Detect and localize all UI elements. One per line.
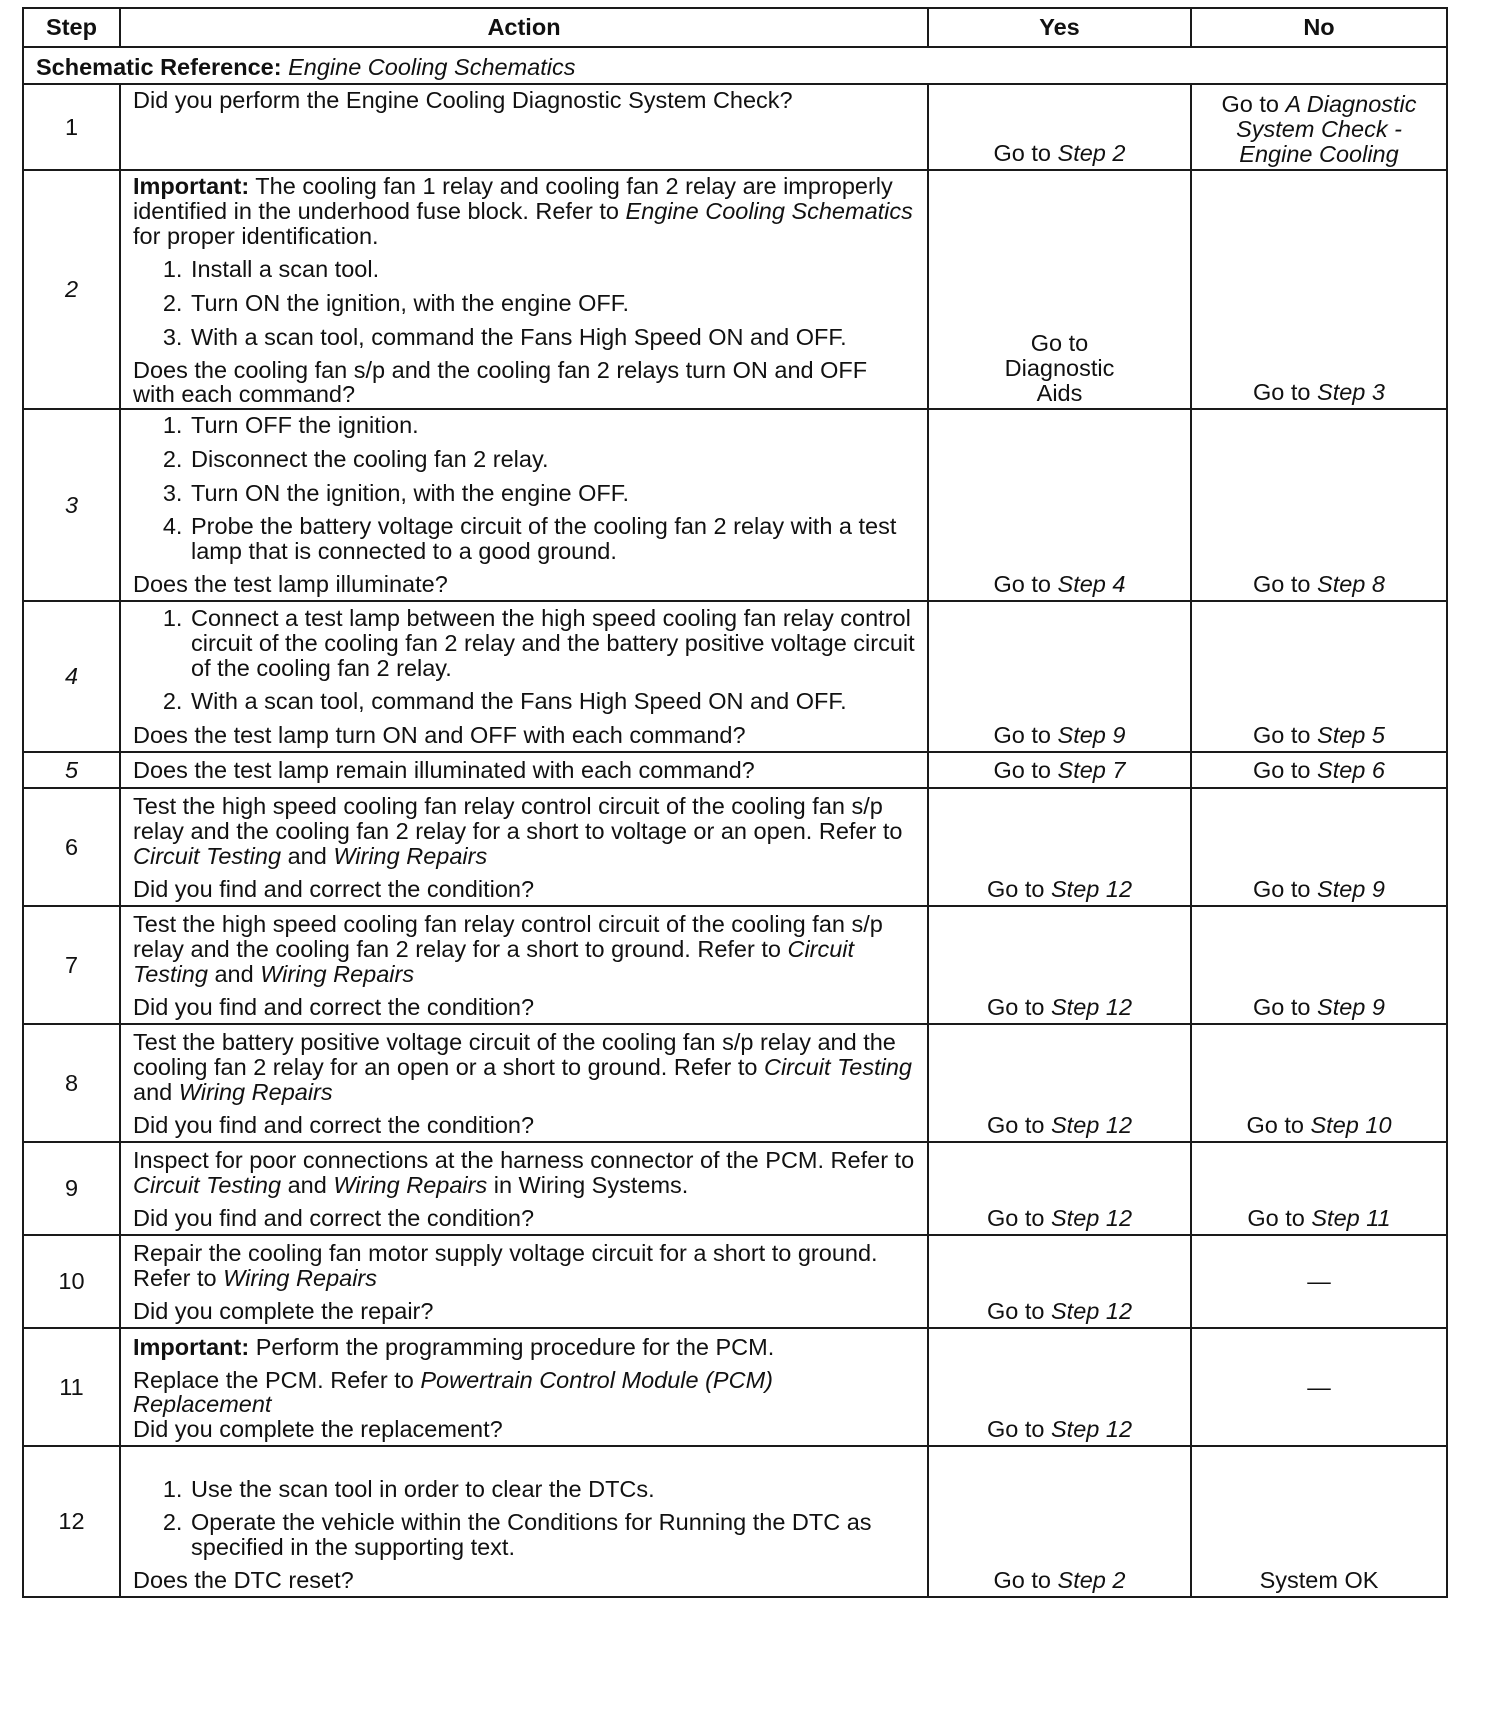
action-cell: [120, 906, 928, 1024]
goto-link[interactable]: Step 2: [1057, 1567, 1126, 1593]
action-cell: [120, 409, 928, 601]
goto-link[interactable]: Step 7: [1057, 756, 1126, 783]
goto-link[interactable]: Step 11: [1311, 1205, 1391, 1231]
step-number: 9: [23, 1142, 120, 1235]
list-item: 1. Install a scan tool.: [189, 256, 915, 283]
instruction-text: Repair the cooling fan motor supply voltage circuit for a short to ground. Refer to: [133, 1240, 878, 1291]
goto-link[interactable]: Step 9: [1317, 876, 1385, 902]
yes-cell[interactable]: [928, 1142, 1191, 1235]
goto-text: Go to: [1246, 1112, 1304, 1138]
table-row: [23, 1446, 1447, 1597]
no-cell: [1191, 1446, 1447, 1597]
goto-text: Go to: [1253, 876, 1311, 902]
goto-link[interactable]: A Diagnostic System Check - Engine Cooling: [1236, 91, 1417, 167]
important-note: [133, 174, 915, 249]
yes-cell[interactable]: [928, 1235, 1191, 1328]
reference-link[interactable]: Wiring Repairs: [178, 1079, 333, 1105]
yes-cell[interactable]: [928, 409, 1191, 601]
important-note: [133, 1334, 915, 1361]
goto-link[interactable]: Step 12: [1051, 1298, 1133, 1324]
step-number: 10: [23, 1235, 120, 1328]
reference-link[interactable]: Wiring Repairs: [333, 1172, 488, 1198]
step-instruction: [133, 1368, 915, 1416]
reference-link[interactable]: Engine Cooling Schematics: [288, 54, 576, 80]
goto-link[interactable]: Step 12: [1051, 1205, 1133, 1231]
goto-text: Go to: [1253, 571, 1311, 597]
step-number: 7: [23, 906, 120, 1024]
yes-cell[interactable]: [928, 1024, 1191, 1142]
no-cell: [1191, 1235, 1447, 1328]
goto-link[interactable]: Step 12: [1051, 876, 1133, 902]
table-row: [23, 170, 1447, 409]
reference-link[interactable]: Circuit Testing: [133, 936, 855, 987]
step-question: Did you complete the repair?: [133, 1298, 434, 1324]
table-row: [23, 601, 1447, 752]
dash-icon: —: [1307, 1373, 1331, 1400]
step-question: Does the DTC reset?: [133, 1567, 354, 1593]
instruction-text: and: [287, 843, 327, 869]
step-number: 6: [23, 788, 120, 906]
reference-link[interactable]: Circuit Testing: [763, 1054, 912, 1080]
step-number: 2: [23, 170, 120, 409]
action-cell: [120, 601, 928, 752]
goto-text: Go to: [986, 1416, 1045, 1442]
instruction-text: and: [214, 961, 254, 987]
step-number: 8: [23, 1024, 120, 1142]
instruction-text: Inspect for poor connections at the harness connector of the PCM. Refer to: [133, 1147, 915, 1173]
goto-link[interactable]: Step 12: [1051, 994, 1133, 1020]
table-row: [23, 1142, 1447, 1235]
list-item: 2. Disconnect the cooling fan 2 relay.: [189, 446, 915, 473]
important-text: for proper identification.: [133, 223, 379, 249]
important-label: Important:: [133, 173, 250, 199]
step-instruction: [133, 794, 915, 869]
goto-text: Go to: [1253, 756, 1311, 783]
reference-link[interactable]: Wiring Repairs: [260, 961, 415, 987]
goto-text: Go to: [1253, 994, 1311, 1020]
yes-cell[interactable]: [928, 1328, 1191, 1446]
header-action: Action: [120, 8, 928, 47]
instruction-text: Test the high speed cooling fan relay control circuit of the cooling fan s/p relay and the cooling fan 2 relay for a short to voltage or an open. Refer to: [133, 793, 903, 844]
goto-link[interactable]: Step 12: [1051, 1112, 1133, 1138]
action-cell: [120, 1328, 928, 1446]
action-cell: [120, 1024, 928, 1142]
action-cell: [120, 1142, 928, 1235]
goto-link[interactable]: Go to Diagnostic Aids: [1004, 330, 1115, 406]
action-cell: [120, 1235, 928, 1328]
status-text: System OK: [1259, 1567, 1379, 1593]
reference-link[interactable]: Wiring Repairs: [333, 843, 488, 869]
goto-link[interactable]: Step 12: [1051, 1416, 1133, 1442]
goto-link[interactable]: Step 8: [1317, 571, 1385, 597]
no-cell[interactable]: [1191, 752, 1447, 788]
important-text: Perform the programming procedure for the PCM.: [255, 1334, 775, 1360]
goto-text: Go to: [993, 571, 1051, 597]
list-item: 1. Use the scan tool in order to clear the DTCs.: [189, 1476, 915, 1503]
yes-cell[interactable]: [928, 788, 1191, 906]
goto-link[interactable]: Step 9: [1317, 994, 1385, 1020]
diagnostic-table: [22, 7, 1448, 1598]
list-item: 1. Turn OFF the ignition.: [189, 412, 915, 439]
goto-text: Go to: [993, 140, 1051, 166]
goto-text: Go to: [993, 722, 1051, 748]
step-question: Does the test lamp illuminate?: [133, 571, 448, 597]
goto-text: Go to: [986, 876, 1045, 902]
table-row: [23, 1024, 1447, 1142]
goto-link[interactable]: Step 4: [1057, 571, 1126, 597]
no-cell[interactable]: [1191, 1142, 1447, 1235]
yes-cell[interactable]: [928, 601, 1191, 752]
goto-link[interactable]: Step 9: [1057, 722, 1126, 748]
list-item: 2. Operate the vehicle within the Conditions for Running the DTC as specified in the supporting text.: [189, 1510, 915, 1560]
instruction-list: [133, 1476, 915, 1560]
step-question: Did you perform the Engine Cooling Diagnostic System Check?: [133, 87, 793, 113]
reference-link[interactable]: Powertrain Control Module (PCM) Replacement: [133, 1367, 773, 1417]
goto-link[interactable]: Step 2: [1057, 140, 1126, 166]
instruction-list: [133, 256, 915, 351]
goto-text: Go to: [986, 994, 1045, 1020]
goto-text: Go to: [1253, 379, 1311, 405]
header-step: Step: [23, 8, 120, 47]
list-item: 2. With a scan tool, command the Fans High Speed ON and OFF.: [189, 688, 915, 715]
step-question: Did you find and correct the condition?: [133, 1205, 535, 1231]
instruction-text: and: [287, 1172, 327, 1198]
goto-link[interactable]: Step 6: [1317, 756, 1385, 783]
reference-link[interactable]: Circuit Testing: [133, 843, 282, 869]
goto-link[interactable]: Step 3: [1317, 379, 1385, 405]
instruction-text: in Wiring Systems.: [493, 1172, 689, 1198]
reference-label: Schematic Reference:: [36, 54, 282, 80]
step-number: 4: [23, 601, 120, 752]
action-cell: [120, 84, 928, 170]
reference-link[interactable]: Engine Cooling Schematics: [625, 198, 913, 224]
goto-text: Go to: [993, 1567, 1051, 1593]
no-cell[interactable]: [1191, 788, 1447, 906]
table-row: [23, 409, 1447, 601]
list-item: 3. With a scan tool, command the Fans High Speed ON and OFF.: [189, 324, 915, 351]
step-question: Did you find and correct the condition?: [133, 1112, 535, 1138]
goto-text: Go to: [1253, 722, 1311, 748]
goto-text: Go to: [986, 1298, 1045, 1324]
table-row: [23, 788, 1447, 906]
table-row: [23, 1328, 1447, 1446]
step-question: Does the test lamp remain illuminated with each command?: [133, 756, 755, 783]
no-cell[interactable]: [1191, 1024, 1447, 1142]
yes-cell[interactable]: [928, 84, 1191, 170]
goto-text: Go to: [1221, 91, 1279, 117]
header-row: [23, 8, 1447, 47]
step-number: 12: [23, 1446, 120, 1597]
yes-cell[interactable]: [928, 752, 1191, 788]
goto-text: Go to: [986, 1205, 1045, 1231]
instruction-text: Test the battery positive voltage circuit of the cooling fan s/p relay and the cooling fan 2 relay for an open or a short to ground. Refer to: [133, 1029, 896, 1080]
step-number: 11: [23, 1328, 120, 1446]
goto-text: Go to: [1247, 1205, 1305, 1231]
step-instruction: [133, 912, 915, 987]
important-label: Important:: [133, 1334, 250, 1360]
reference-link[interactable]: Circuit Testing: [133, 1172, 282, 1198]
goto-link[interactable]: Step 5: [1317, 722, 1385, 748]
step-question: Does the cooling fan s/p and the cooling fan 2 relays turn ON and OFF with each command?: [133, 357, 868, 407]
schematic-reference-row: [23, 47, 1447, 84]
table-row: [23, 84, 1447, 170]
table-row: [23, 906, 1447, 1024]
instruction-text: and: [133, 1079, 173, 1105]
no-cell: [1191, 1328, 1447, 1446]
yes-cell[interactable]: [928, 1446, 1191, 1597]
goto-text: Go to: [993, 756, 1051, 783]
instruction-list: [133, 412, 915, 564]
step-number: 5: [23, 752, 120, 788]
step-question: Did you find and correct the condition?: [133, 876, 535, 902]
no-cell[interactable]: [1191, 601, 1447, 752]
instruction-list: [133, 606, 915, 715]
list-item: 1. Connect a test lamp between the high speed cooling fan relay control circuit of the cooling fan 2 relay and the battery positive voltage circuit of the cooling fan 2 relay.: [189, 606, 915, 681]
no-cell[interactable]: [1191, 84, 1447, 170]
instruction-text: Test the high speed cooling fan relay control circuit of the cooling fan s/p relay and the cooling fan 2 relay for a short to ground. Refer to: [133, 911, 883, 962]
step-question: Did you find and correct the condition?: [133, 994, 535, 1020]
no-cell[interactable]: [1191, 906, 1447, 1024]
action-cell: [120, 752, 928, 788]
schematic-reference: [23, 47, 1447, 84]
list-item: 3. Turn ON the ignition, with the engine OFF.: [189, 480, 915, 507]
step-number: 3: [23, 409, 120, 601]
action-cell: [120, 1446, 928, 1597]
dash-icon: —: [1307, 1268, 1331, 1294]
yes-cell[interactable]: [928, 906, 1191, 1024]
list-item: 4. Probe the battery voltage circuit of the cooling fan 2 relay with a test lamp that is connected to a good ground.: [189, 514, 915, 564]
action-cell: [120, 788, 928, 906]
step-question: Did you complete the replacement?: [133, 1416, 503, 1442]
table-row: [23, 752, 1447, 788]
header-no: No: [1191, 8, 1447, 47]
goto-text: Go to: [986, 1112, 1045, 1138]
step-instruction: [133, 1241, 915, 1291]
instruction-text: Replace the PCM. Refer to: [133, 1367, 414, 1393]
yes-cell[interactable]: [928, 170, 1191, 409]
list-item: 2. Turn ON the ignition, with the engine OFF.: [189, 290, 915, 317]
step-instruction: [133, 1030, 915, 1105]
no-cell[interactable]: [1191, 409, 1447, 601]
action-cell: [120, 170, 928, 409]
reference-link[interactable]: Wiring Repairs: [223, 1265, 378, 1291]
step-number: 1: [23, 84, 120, 170]
step-instruction: [133, 1148, 915, 1198]
important-text: The cooling fan 1 relay and cooling fan 2 relay are improperly identified in the underhood fuse block. Refer to: [133, 173, 893, 224]
no-cell[interactable]: [1191, 170, 1447, 409]
header-yes: Yes: [928, 8, 1191, 47]
goto-link[interactable]: Step 10: [1310, 1112, 1392, 1138]
step-question: Does the test lamp turn ON and OFF with each command?: [133, 722, 746, 748]
table-row: [23, 1235, 1447, 1328]
